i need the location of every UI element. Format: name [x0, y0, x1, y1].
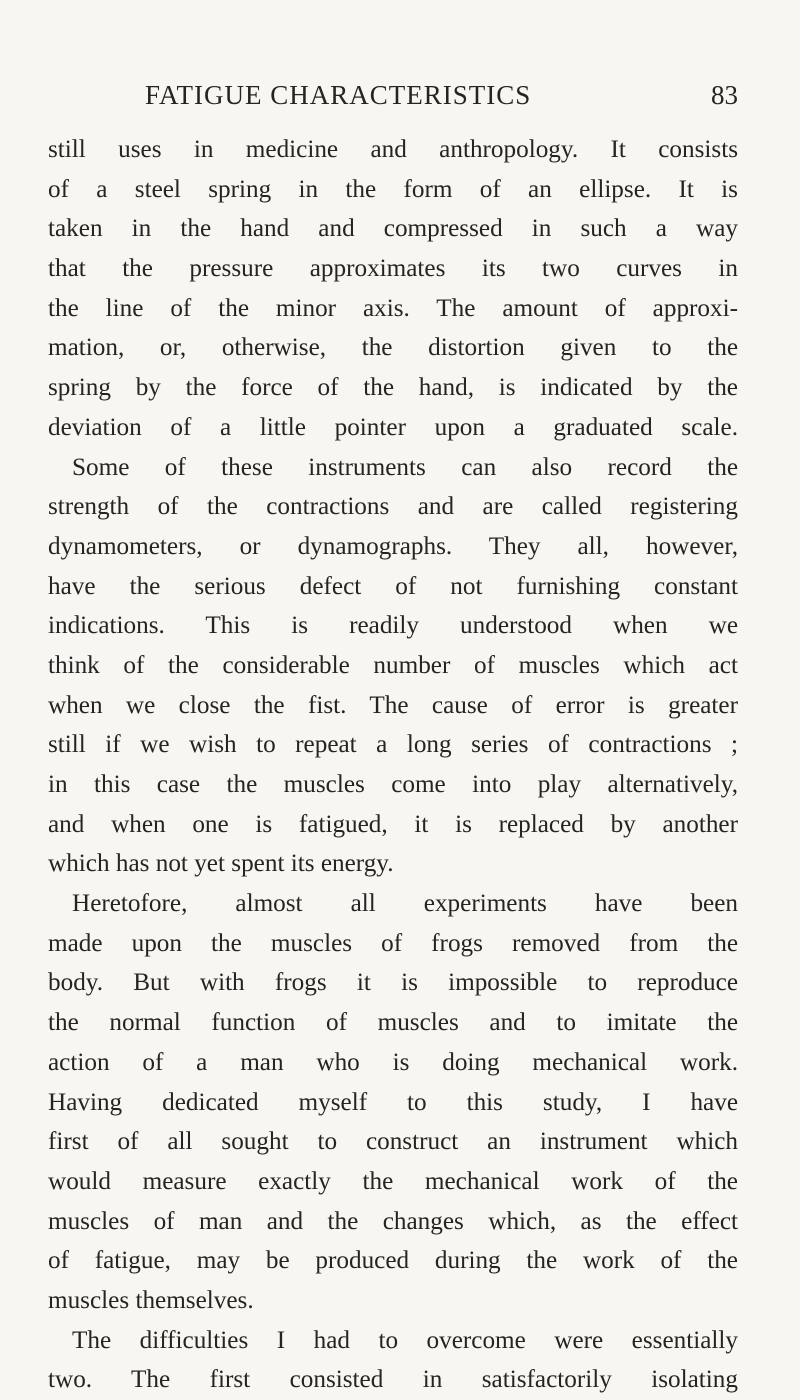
text-line: mation, or, otherwise, the distortion given to the: [48, 334, 738, 362]
text-line: dynamometers, or dynamographs. They all, however,: [48, 532, 738, 560]
text-line: the line of the minor axis. The amount of approxi-: [48, 294, 738, 322]
text-line: of a steel spring in the form of an ellipse. It is: [48, 175, 738, 203]
paragraph-end-line: which has not yet spent its energy.: [48, 850, 394, 878]
paragraph-start-line: Heretofore, almost all experiments have been: [72, 890, 738, 918]
text-line: still if we wish to repeat a long series of contractions ;: [48, 731, 738, 759]
paragraph-start-line: Some of these instruments can also record the: [72, 453, 738, 481]
text-line: have the serious defect of not furnishing constant: [48, 572, 738, 600]
text-line: still uses in medicine and anthropology. It consists: [48, 136, 738, 163]
body-text: [48, 130, 738, 1400]
text-line: the normal function of muscles and to imitate the: [48, 1009, 738, 1037]
text-line: and when one is fatigued, it is replaced by another: [48, 810, 738, 838]
page-number: 83: [711, 80, 738, 110]
text-line: indications. This is readily understood when we: [48, 612, 738, 640]
text-line: would measure exactly the mechanical work of the: [48, 1167, 738, 1195]
text-line: strength of the contractions and are called registering: [48, 493, 738, 521]
text-line: spring by the force of the hand, is indicated by the: [48, 374, 738, 402]
text-line: made upon the muscles of frogs removed from the: [48, 929, 738, 957]
text-line: first of all sought to construct an instrument which: [48, 1128, 738, 1156]
text-line: when we close the fist. The cause of error is greater: [48, 691, 738, 719]
text-line: muscles of man and the changes which, as the effect: [48, 1207, 738, 1235]
running-title: FATIGUE CHARACTERISTICS: [145, 80, 532, 110]
text-line: that the pressure approximates its two curves in: [48, 255, 738, 283]
text-line: think of the considerable number of muscles which act: [48, 651, 738, 679]
text-line: of fatigue, may be produced during the work of the: [48, 1247, 738, 1275]
text-line: Having dedicated myself to this study, I have: [48, 1088, 738, 1116]
text-line: in this case the muscles come into play alternatively,: [48, 771, 738, 798]
paragraph-start-line: The difficulties I had to overcome were essentially: [72, 1326, 738, 1354]
running-head: [48, 80, 738, 120]
text-line: deviation of a little pointer upon a graduated scale.: [48, 413, 738, 441]
text-line: two. The first consisted in satisfactorily isolating: [48, 1366, 738, 1394]
text-line: action of a man who is doing mechanical work.: [48, 1048, 738, 1076]
paragraph-end-line: muscles themselves.: [48, 1286, 254, 1314]
text-line: taken in the hand and compressed in such a way: [48, 215, 738, 243]
text-line: body. But with frogs it is impossible to reproduce: [48, 969, 738, 997]
